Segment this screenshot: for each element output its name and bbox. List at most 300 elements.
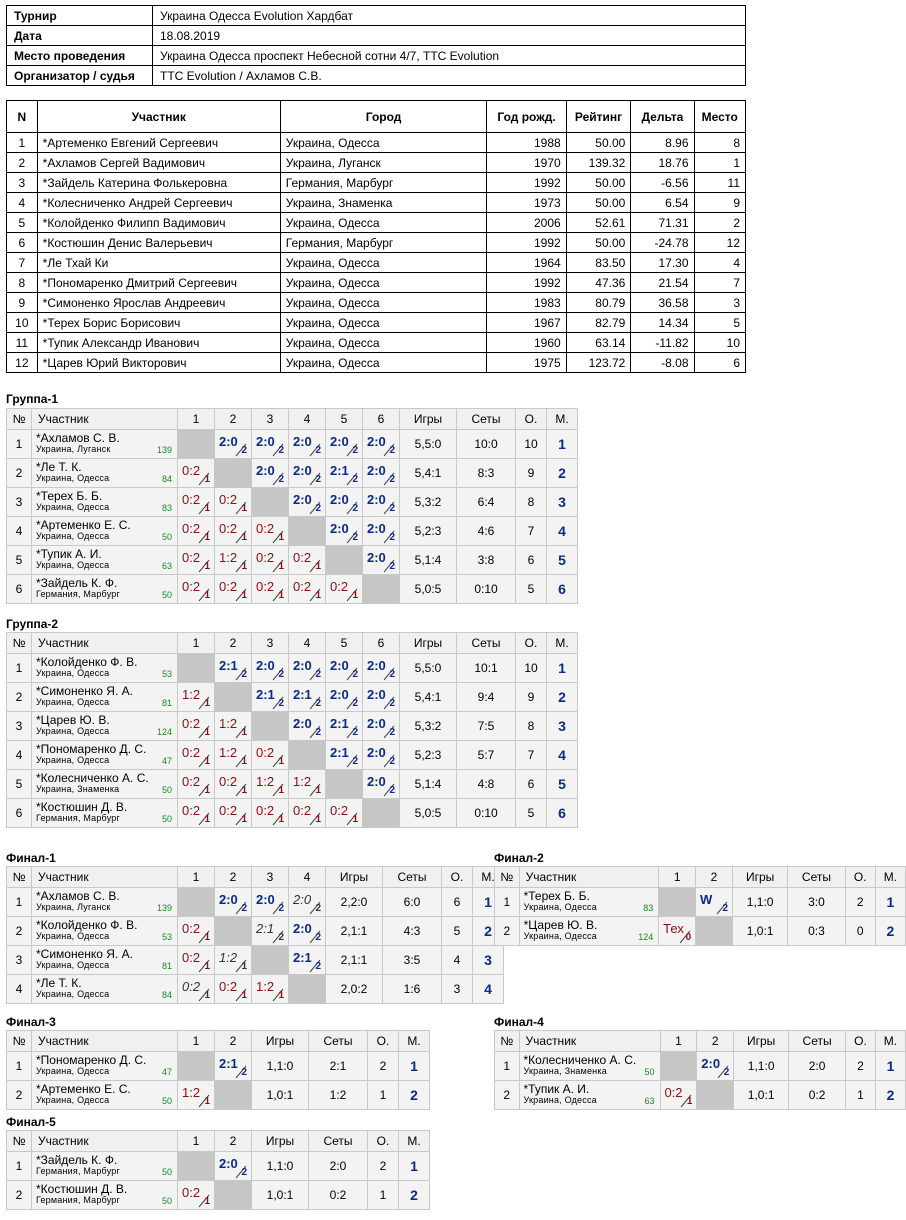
score-cell (363, 770, 400, 799)
group-player-row (7, 917, 504, 946)
self-cell (659, 888, 696, 917)
score-points: 2 (389, 698, 395, 709)
player-cell (32, 654, 178, 683)
match-score (216, 430, 250, 458)
participant-cell: Украина, Одесса (280, 293, 487, 313)
self-cell (215, 1081, 252, 1110)
player-place: 1 (473, 888, 504, 917)
player-rating: 50 (161, 1096, 172, 1106)
participant-cell: 4 (7, 193, 38, 213)
score-points: 1 (352, 814, 358, 825)
score-value: 1:2 (182, 687, 201, 702)
player-place: 2 (875, 917, 905, 946)
score-value: 0:2 (219, 979, 238, 994)
match-score (179, 712, 213, 740)
score-cell (326, 683, 363, 712)
player-city: Германия, Марбург (36, 813, 121, 823)
group-header-row (7, 1031, 430, 1052)
player-city: Украина, Одесса (36, 1066, 110, 1076)
score-points: 1 (278, 756, 284, 767)
col-sets: Сеты (457, 409, 516, 430)
participant-row (7, 173, 746, 193)
match-score (364, 517, 398, 545)
score-points: 2 (315, 903, 321, 914)
col-player: Участник (32, 867, 178, 888)
score-points: 1 (241, 785, 247, 796)
score-cell (363, 430, 400, 459)
score-value: 2:0 (330, 521, 349, 536)
participants-col-header: Город (280, 101, 487, 133)
participant-cell: 50.00 (566, 193, 631, 213)
col-opponent: 3 (252, 633, 289, 654)
match-score (364, 546, 398, 574)
participants-col-header: Участник (37, 101, 280, 133)
score-value: 2:1 (219, 658, 238, 673)
score-points: 2 (278, 445, 284, 456)
participant-cell: 1964 (487, 253, 566, 273)
score-cell (363, 654, 400, 683)
score-value: 2:0 (293, 658, 312, 673)
participant-cell: Германия, Марбург (280, 233, 487, 253)
score-cell (215, 946, 252, 975)
score-value: 0:2 (182, 803, 201, 818)
player-sets: 0:10 (457, 799, 516, 828)
match-score (253, 770, 287, 798)
player-name: *Тупик А. И. (36, 547, 102, 561)
score-cell (215, 546, 252, 575)
player-points: 2 (846, 1052, 876, 1081)
col-opponent: 2 (215, 867, 252, 888)
info-key: Турнир (7, 6, 153, 26)
score-value: 2:0 (367, 745, 386, 760)
score-cell (326, 517, 363, 546)
score-cell (215, 712, 252, 741)
player-rating: 53 (161, 669, 172, 679)
score-points: 1 (241, 990, 247, 1001)
col-opponent: 1 (178, 1131, 215, 1152)
score-points: 2 (352, 532, 358, 543)
player-points: 8 (516, 488, 547, 517)
score-cell (363, 741, 400, 770)
match-score (290, 946, 324, 974)
match-score (290, 683, 324, 711)
score-cell (289, 430, 326, 459)
player-city: Украина, Одесса (36, 531, 110, 541)
participant-row (7, 213, 746, 233)
score-points: 2 (352, 445, 358, 456)
player-name: *Артеменко Е. С. (36, 518, 131, 532)
match-score (290, 575, 324, 603)
player-points: 1 (368, 1181, 399, 1210)
participant-row (7, 353, 746, 373)
player-place: 3 (473, 946, 504, 975)
score-value: 1:2 (219, 550, 238, 565)
match-score (327, 654, 361, 682)
player-points: 5 (516, 799, 547, 828)
score-cell (252, 459, 289, 488)
group-header-row (7, 409, 578, 430)
score-points: 1 (278, 814, 284, 825)
player-cell (32, 888, 178, 917)
score-value: 2:1 (330, 745, 349, 760)
col-opponent: 4 (289, 633, 326, 654)
score-points: 2 (241, 1067, 247, 1078)
col-player: Участник (32, 633, 178, 654)
player-place: 2 (875, 1081, 905, 1110)
score-points: 1 (315, 785, 321, 796)
score-points: 1 (352, 590, 358, 601)
match-score (179, 1081, 213, 1109)
player-city: Украина, Одесса (36, 960, 110, 970)
participant-cell: 36.58 (631, 293, 694, 313)
score-value: 0:2 (293, 550, 312, 565)
score-cell (178, 546, 215, 575)
section-title: Финал-3 (6, 1015, 56, 1029)
match-score (253, 459, 287, 487)
participant-row (7, 273, 746, 293)
player-city: Украина, Одесса (36, 697, 110, 707)
group-player-row (7, 1181, 430, 1210)
participant-cell: -24.78 (631, 233, 694, 253)
score-value: 0:2 (256, 745, 275, 760)
player-games: 1,0:1 (734, 1081, 789, 1110)
score-value: 2:0 (293, 921, 312, 936)
score-value: 0:2 (330, 579, 349, 594)
player-sets: 2:0 (789, 1052, 846, 1081)
score-points: 2 (241, 1167, 247, 1178)
score-value: 0:2 (293, 579, 312, 594)
score-value: 2:0 (367, 463, 386, 478)
player-number: 1 (7, 1152, 32, 1181)
participant-cell: 3 (694, 293, 746, 313)
participant-cell: 1960 (487, 333, 566, 353)
participant-cell: 5 (7, 213, 38, 233)
score-value: 2:0 (367, 687, 386, 702)
score-value: Тех (663, 921, 684, 936)
score-cell (252, 917, 289, 946)
group-header-row (7, 633, 578, 654)
player-name: *Ахламов С. В. (36, 889, 120, 903)
score-points: 2 (722, 903, 729, 914)
match-score (290, 799, 324, 827)
match-score (327, 430, 361, 458)
player-rating: 50 (161, 532, 172, 542)
score-points: 2 (315, 961, 321, 972)
self-cell (215, 683, 252, 712)
player-sets: 1:6 (383, 975, 442, 1004)
score-cell (289, 799, 326, 828)
score-points: 1 (204, 932, 210, 943)
score-value: 2:0 (293, 463, 312, 478)
self-cell (178, 1152, 215, 1181)
group-header-row (7, 867, 504, 888)
match-score (253, 683, 287, 711)
info-value: Украина Одесса проспект Небесной сотни 4/7, TTC Evolution (153, 46, 746, 66)
participant-cell: 1992 (487, 273, 566, 293)
player-points: 6 (516, 546, 547, 575)
score-cell (178, 946, 215, 975)
info-row (7, 26, 746, 46)
self-cell (178, 1052, 215, 1081)
participant-row (7, 153, 746, 173)
score-cell (326, 488, 363, 517)
info-key: Дата (7, 26, 153, 46)
self-cell (697, 1081, 734, 1110)
player-number: 2 (7, 459, 32, 488)
score-value: 2:0 (256, 892, 275, 907)
participant-cell: *Артеменко Евгений Сергеевич (37, 133, 280, 153)
score-points: 1 (204, 561, 210, 572)
group-player-row (7, 1152, 430, 1181)
self-cell (252, 712, 289, 741)
player-city: Украина, Знаменка (523, 1066, 607, 1076)
self-cell (660, 1052, 697, 1081)
match-score (253, 654, 287, 682)
match-score (698, 1052, 732, 1080)
score-cell (215, 741, 252, 770)
score-value: 0:2 (182, 745, 201, 760)
score-points: 1 (204, 785, 210, 796)
participant-cell: Украина, Одесса (280, 213, 487, 233)
player-city: Украина, Луганск (36, 902, 111, 912)
self-cell (178, 888, 215, 917)
player-place: 2 (547, 459, 578, 488)
score-value: W (700, 892, 713, 907)
score-points: 2 (389, 474, 395, 485)
score-points: 2 (241, 669, 247, 680)
col-opponent: 3 (252, 409, 289, 430)
col-player: Участник (32, 409, 178, 430)
player-place: 1 (875, 888, 905, 917)
player-place: 2 (399, 1081, 430, 1110)
participant-cell: Украина, Одесса (280, 333, 487, 353)
player-city: Украина, Луганск (36, 444, 111, 454)
player-name: *Зайдель К. Ф. (36, 1153, 118, 1167)
player-rating: 84 (161, 990, 172, 1000)
col-sets: Сеты (309, 1131, 368, 1152)
participant-cell: Украина, Одесса (280, 313, 487, 333)
player-number: 6 (7, 799, 32, 828)
participant-cell: *Тупик Александр Иванович (37, 333, 280, 353)
participant-row (7, 333, 746, 353)
participant-cell: 1983 (487, 293, 566, 313)
player-city: Германия, Марбург (36, 1195, 121, 1205)
score-cell (252, 517, 289, 546)
group-player-row (7, 575, 578, 604)
score-points: 1 (204, 590, 210, 601)
player-rating: 47 (161, 1067, 172, 1077)
score-cell (178, 975, 215, 1004)
score-points: 1 (241, 961, 247, 972)
player-rating: 50 (161, 1196, 172, 1206)
info-key: Место проведения (7, 46, 153, 66)
participant-cell: -6.56 (631, 173, 694, 193)
col-games: Игры (252, 1031, 309, 1052)
match-score (290, 888, 324, 916)
player-cell (32, 1081, 178, 1110)
score-value: 2:1 (330, 463, 349, 478)
player-points: 9 (516, 459, 547, 488)
self-cell (215, 1181, 252, 1210)
col-place: М. (875, 867, 905, 888)
player-games: 5,3:2 (400, 488, 457, 517)
col-place: М. (399, 1031, 430, 1052)
score-cell (289, 770, 326, 799)
score-cell (289, 888, 326, 917)
match-score (253, 888, 287, 916)
participant-cell: Германия, Марбург (280, 173, 487, 193)
score-value: 0:2 (256, 550, 275, 565)
match-score (179, 459, 213, 487)
player-points: 0 (845, 917, 875, 946)
group-table (6, 632, 578, 828)
participant-cell: *Костюшин Денис Валерьевич (37, 233, 280, 253)
player-number: 4 (7, 741, 32, 770)
col-num: № (7, 867, 32, 888)
score-value: 0:2 (219, 492, 238, 507)
player-name: *Симоненко Я. А. (36, 684, 133, 698)
score-points: 2 (389, 727, 395, 738)
score-cell (178, 1081, 215, 1110)
col-opponent: 2 (215, 633, 252, 654)
col-num: № (495, 867, 520, 888)
player-cell (32, 459, 178, 488)
score-value: 2:1 (293, 687, 312, 702)
player-name: *Ахламов С. В. (36, 431, 120, 445)
match-score (216, 712, 250, 740)
player-place: 1 (547, 430, 578, 459)
info-value: 18.08.2019 (153, 26, 746, 46)
col-games: Игры (326, 867, 383, 888)
score-cell (289, 917, 326, 946)
player-sets: 4:3 (383, 917, 442, 946)
participant-cell: 5 (694, 313, 746, 333)
player-city: Украина, Одесса (523, 931, 597, 941)
player-place: 3 (547, 488, 578, 517)
score-points: 1 (241, 727, 247, 738)
player-place: 6 (547, 799, 578, 828)
score-points: 2 (723, 1067, 730, 1078)
participant-cell: 7 (694, 273, 746, 293)
match-score (253, 917, 287, 945)
player-cell (32, 770, 178, 799)
participants-table (6, 100, 746, 373)
player-games: 1,0:1 (252, 1181, 309, 1210)
player-sets: 8:3 (457, 459, 516, 488)
player-games: 2,2:0 (326, 888, 383, 917)
self-cell (215, 917, 252, 946)
participant-cell: *Колойденко Филипп Вадимович (37, 213, 280, 233)
group-header-row (495, 1031, 906, 1052)
player-place: 1 (875, 1052, 905, 1081)
group-player-row (7, 430, 578, 459)
participant-cell: 6.54 (631, 193, 694, 213)
player-points: 10 (516, 654, 547, 683)
col-place: М. (399, 1131, 430, 1152)
player-number: 2 (7, 1181, 32, 1210)
score-value: 0:2 (664, 1085, 683, 1100)
participant-cell: 11 (7, 333, 38, 353)
player-sets: 0:3 (788, 917, 845, 946)
participant-cell: 14.34 (631, 313, 694, 333)
score-cell (178, 517, 215, 546)
match-score (290, 430, 324, 458)
match-score (290, 488, 324, 516)
player-points: 3 (442, 975, 473, 1004)
score-value: 0:2 (256, 803, 275, 818)
match-score (216, 888, 250, 916)
player-games: 2,1:1 (326, 946, 383, 975)
participant-cell: 1975 (487, 353, 566, 373)
player-sets: 2:0 (309, 1152, 368, 1181)
match-score (216, 946, 250, 974)
col-points: О. (845, 867, 875, 888)
col-opponent: 5 (326, 409, 363, 430)
match-score (290, 459, 324, 487)
score-value: 2:0 (293, 716, 312, 731)
participant-cell: 139.32 (566, 153, 631, 173)
player-name: *Ле Т. К. (36, 460, 82, 474)
score-points: 2 (278, 474, 284, 485)
col-opponent: 6 (363, 633, 400, 654)
participant-cell: 1973 (487, 193, 566, 213)
participant-cell: 82.79 (566, 313, 631, 333)
player-number: 4 (7, 517, 32, 546)
match-score (327, 799, 361, 827)
match-score (216, 799, 250, 827)
score-cell (178, 917, 215, 946)
score-points: 1 (278, 561, 284, 572)
score-points: 1 (204, 990, 210, 1001)
match-score (697, 888, 731, 916)
player-cell (32, 575, 178, 604)
player-cell (32, 517, 178, 546)
col-player: Участник (519, 1031, 660, 1052)
player-games: 5,1:4 (400, 770, 457, 799)
score-cell (215, 575, 252, 604)
participants-header (7, 101, 746, 133)
col-num: № (7, 1031, 32, 1052)
player-games: 1,1:0 (252, 1052, 309, 1081)
participant-row (7, 193, 746, 213)
col-sets: Сеты (457, 633, 516, 654)
score-points: 2 (352, 698, 358, 709)
participant-cell: 6 (694, 353, 746, 373)
col-opponent: 6 (363, 409, 400, 430)
player-rating: 50 (161, 814, 172, 824)
score-points: 2 (352, 669, 358, 680)
player-cell (32, 430, 178, 459)
score-cell (252, 770, 289, 799)
participant-cell: 2 (7, 153, 38, 173)
participant-cell: 50.00 (566, 173, 631, 193)
player-games: 5,3:2 (400, 712, 457, 741)
player-number: 5 (7, 546, 32, 575)
match-score (364, 654, 398, 682)
match-score (364, 770, 398, 798)
score-cell (252, 654, 289, 683)
score-cell (363, 683, 400, 712)
player-points: 7 (516, 741, 547, 770)
player-place: 2 (399, 1181, 430, 1210)
participant-cell: 18.76 (631, 153, 694, 173)
player-city: Украина, Одесса (36, 989, 110, 999)
participant-cell: 11 (694, 173, 746, 193)
score-cell (326, 430, 363, 459)
score-cell (326, 575, 363, 604)
score-points: 2 (315, 932, 321, 943)
col-player: Участник (519, 867, 659, 888)
